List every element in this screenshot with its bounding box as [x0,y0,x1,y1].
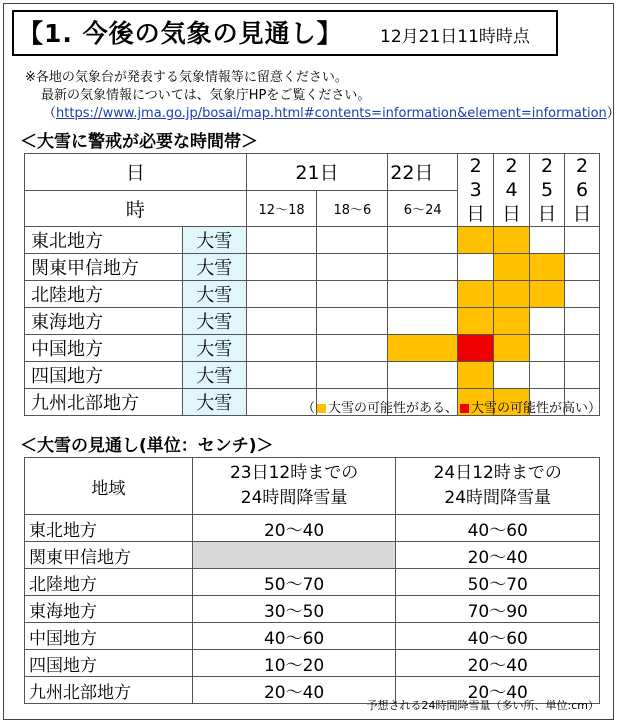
region-header: 地域 [25,458,193,515]
region-name: 東海地方 [25,308,183,335]
snowfall-23: 20～40 [192,515,396,542]
day-header-26 [565,154,600,227]
region-name: 東北地方 [25,515,193,542]
level-cell-none [388,227,458,254]
forecast-row [25,515,600,542]
day-header-23 [458,154,494,227]
forecast-row [25,542,600,569]
level-cell-none [317,335,388,362]
level-cell-none [565,308,600,335]
warning-row [25,308,600,335]
level-cell-none [530,308,565,335]
region-name: 四国地方 [25,650,193,677]
forecast-rows [25,515,600,704]
jma-link[interactable]: https://www.jma.go.jp/bosai/map.html#contents=information&element=information [56,106,607,121]
footnote: 予想される24時間降雪量（多い所、単位:cm） [366,699,599,712]
col-header-24-line1: 24日12時までの [433,463,562,483]
warning-type: 大雪 [182,362,246,389]
level-cell-none [317,254,388,281]
timestamp: 12月21日11時時点 [380,27,530,47]
region-name: 北陸地方 [25,281,183,308]
day-header-24 [494,154,530,227]
url-open-paren: （ [43,106,57,121]
legend-possible-swatch [317,404,326,413]
warning-time-table [24,153,600,416]
level-cell-none [458,254,494,281]
snowfall-24: 20～40 [396,677,600,704]
url-close-paren: ） [606,106,620,121]
legend-close: ） [587,401,601,416]
level-cell-possible [388,335,458,362]
level-cell-none [246,335,317,362]
warning-type: 大雪 [182,335,246,362]
snowfall-23: 50～70 [192,569,396,596]
region-name: 中国地方 [25,623,193,650]
snowfall-23: 10～20 [192,650,396,677]
level-cell-none [317,281,388,308]
region-name: 東海地方 [25,596,193,623]
level-cell-none [246,227,317,254]
region-name: 関東甲信地方 [25,254,183,281]
col-header-24 [396,458,600,515]
warning-type: 大雪 [182,389,246,416]
day-header-26-text: 26日 [572,155,592,225]
hour-label: 時 [25,190,247,227]
level-cell-possible [458,227,494,254]
day-header-25-text: 25日 [537,155,557,225]
warning-row [25,227,600,254]
col-header-23-line1: 23日12時までの [229,463,359,483]
section-heading-snow-forecast: ＜大雪の見通し(単位：センチ)＞ [20,436,274,456]
day-header-25 [530,154,565,227]
page-title: 【1. 今後の気象の見通し】 [18,19,343,48]
region-name: 四国地方 [25,362,183,389]
warning-row [25,335,600,362]
warning-type: 大雪 [182,281,246,308]
snowfall-24: 70～90 [396,596,600,623]
forecast-row [25,650,600,677]
region-name: 関東甲信地方 [25,542,193,569]
level-cell-none [565,362,600,389]
forecast-row [25,569,600,596]
day-header-23-text: 23日 [466,155,486,225]
day-header-21: 21日 [246,154,388,191]
legend-possible-label: 大雪の可能性がある、 [327,401,458,416]
col-header-23 [192,458,396,515]
day-label: 日 [25,154,247,191]
level-cell-possible [458,281,494,308]
day-header-22: 22日 [388,154,458,191]
level-cell-none [530,227,565,254]
section-heading-warning-times: ＜大雪に警戒が必要な時間帯＞ [20,132,258,152]
legend-high-swatch [460,404,469,413]
snowfall-23 [192,542,396,569]
level-cell-possible [494,335,530,362]
level-cell-none [565,281,600,308]
snowfall-23: 30～50 [192,596,396,623]
level-cell-none [388,362,458,389]
level-cell-none [246,254,317,281]
level-cell-none [246,308,317,335]
level-cell-none [565,227,600,254]
note-line-1: ※各地の気象台が発表する気象情報等に留意ください。 [25,70,348,85]
level-cell-possible [530,281,565,308]
level-cell-none [388,281,458,308]
legend-open: （ [301,401,315,416]
level-cell-none [317,308,388,335]
snowfall-24: 20～40 [396,542,600,569]
warning-row [25,254,600,281]
level-cell-none [565,254,600,281]
time-header-18-6: 18～6 [317,190,388,227]
warning-row [25,362,600,389]
time-header-6-24: 6～24 [388,190,458,227]
snowfall-24: 40～60 [396,515,600,542]
snowfall-24: 20～40 [396,650,600,677]
day-header-24-text: 24日 [502,155,522,225]
level-cell-possible [494,254,530,281]
time-header-12-18: 12～18 [246,190,317,227]
snowfall-23: 40～60 [192,623,396,650]
level-cell-none [388,254,458,281]
note-line-2: 最新の気象情報については、気象庁HPをご覧ください。 [41,88,371,103]
level-cell-none [246,362,317,389]
col-header-23-line2: 24時間降雪量 [240,488,348,508]
region-name: 北陸地方 [25,569,193,596]
level-cell-none [317,362,388,389]
level-cell-possible [494,227,530,254]
forecast-row [25,623,600,650]
region-name: 九州北部地方 [25,677,193,704]
legend-high-label: 大雪の可能性が高い [470,401,588,416]
region-name: 九州北部地方 [25,389,183,416]
col-header-24-line2: 24時間降雪量 [444,488,552,508]
warning-row [25,281,600,308]
level-cell-possible [494,281,530,308]
level-cell-possible [494,308,530,335]
snowfall-24: 50～70 [396,569,600,596]
snow-forecast-table [24,457,600,704]
warning-rows [25,227,600,416]
warning-type: 大雪 [182,308,246,335]
level-cell-high [458,335,494,362]
level-cell-possible [458,308,494,335]
level-cell-none [317,227,388,254]
forecast-row [25,596,600,623]
region-name: 東北地方 [25,227,183,254]
level-cell-none [530,362,565,389]
level-cell-none [246,281,317,308]
level-cell-none [388,308,458,335]
warning-type: 大雪 [182,254,246,281]
snowfall-23: 20～40 [192,677,396,704]
warning-type: 大雪 [182,227,246,254]
region-name: 中国地方 [25,335,183,362]
level-cell-possible [530,254,565,281]
level-cell-none [565,335,600,362]
level-cell-none [530,335,565,362]
snowfall-24: 40～60 [396,623,600,650]
level-cell-none [494,362,530,389]
legend [302,397,601,416]
level-cell-possible [458,362,494,389]
note-url-line [43,102,620,121]
